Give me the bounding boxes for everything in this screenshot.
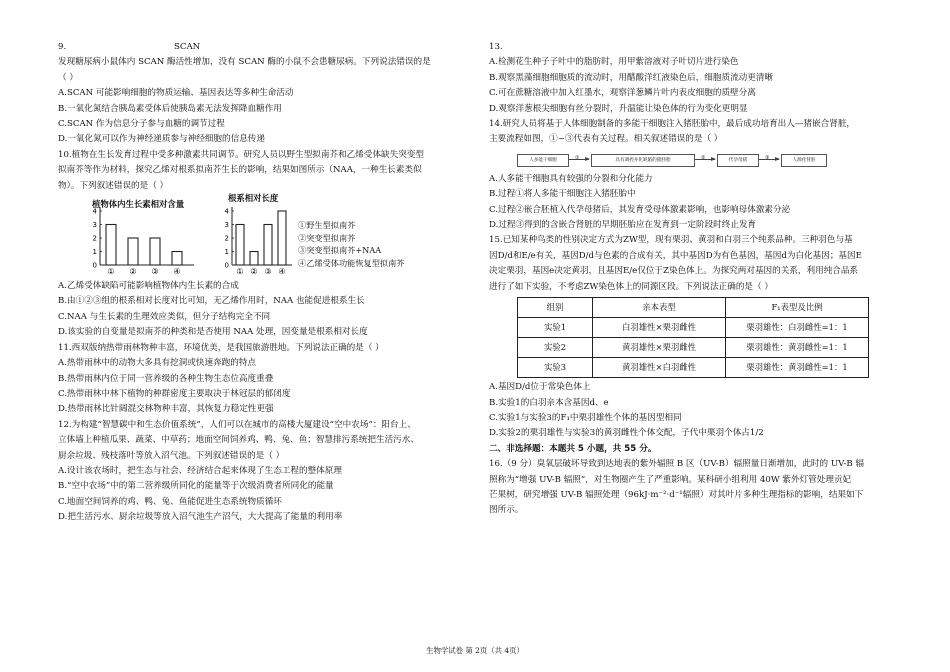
q11-option-c: C.热带雨林中林下植物的种群密度主要取决于林冠层的郁闭度: [58, 388, 291, 399]
legend-item: ④乙烯受体功能恢复型拟南芥: [298, 257, 405, 268]
q9-option-a: A.SCAN 可能影响细胞的物质运输、基因表达等多种生命活动: [58, 88, 294, 99]
q16-stem-2: 照称为“增强 UV-B 辐照”，对生物圈产生了严重影响。某科研小组利用 40W 紫外灯管处理贡妃: [489, 474, 852, 485]
y-tick-label: 0: [224, 261, 229, 270]
auxin-chart-title: 植物体内生长素相对含量: [92, 199, 185, 210]
flow-step-3: ③: [765, 154, 770, 161]
q15-stem-2: 因D/d和E/e有关，基因D/d与色素的合成有关，其中基因D为有色基因，基因d为白化基因；基因E: [489, 250, 862, 261]
y-tick-label: 3: [92, 221, 97, 230]
q12-option-d: D.把生活污水、厨余垃圾等放入沼气池生产沼气，大大提高了能量的利用率: [58, 512, 343, 523]
flow-box-stem-cells: 人多能干细胞: [517, 154, 569, 167]
bar: [278, 211, 286, 265]
q16-stem-4: 图所示。: [489, 505, 524, 516]
q14-option-d: D.过程③得到的含嵌合肾脏的早期胚胎应在发育到一定阶段时终止发育: [489, 220, 757, 231]
q13-option-d: D.观察洋葱根尖细胞有丝分裂时，升温能让染色体的行为变化更明显: [489, 103, 748, 114]
q11-option-d: D.热带雨林比针阔混交林物种丰富，其恢复力稳定性更强: [58, 404, 274, 415]
q14-option-b: B.过程①将人多能干细胞注入猪胚胎中: [489, 189, 636, 200]
auxin-chart: [84, 197, 194, 277]
q11-option-a: A.热带雨林中的动物大多具有挖洞或快速奔跑的特点: [58, 358, 257, 369]
page-footer: 生物学试卷 第 2页（共 4页）: [426, 646, 524, 655]
q15-stem-4: 进行了如下实验，不考虑ZW染色体上的同源区段。下列说法正确的是（ ）: [489, 281, 773, 292]
q9-label: SCAN: [174, 42, 201, 52]
q15-table: [517, 297, 869, 378]
q13-number: 13.: [489, 42, 503, 52]
table-cell: 栗羽雄性：黄羽雌性=1：1: [726, 358, 869, 378]
q12-option-c: C.地面空间饲养的鸡、鸭、兔、鱼能促进生态系统物质循环: [58, 496, 282, 507]
q10-option-a: A.乙烯受体缺陷可能影响植物体内生长素的合成: [58, 281, 239, 292]
table-cell: 实验3: [518, 358, 593, 378]
table-cell: 实验2: [518, 338, 593, 358]
root-length-chart-title: 根系相对长度: [228, 193, 279, 204]
bar: [250, 252, 258, 266]
q15-option-b: B.实验1的白羽亲本含基因d、e: [489, 397, 609, 408]
q12-stem-1: 12.为构建“智慧碳中和生态价值系统”，人们可以在城市的高楼大厦建设“空中农场”：阳台上、: [58, 419, 416, 430]
q10-option-c: C.NAA 与生长素的生理效应类似，但分子结构完全不同: [58, 311, 271, 322]
left-column: [58, 40, 468, 526]
y-tick-label: 1: [92, 248, 97, 257]
table-cell: 黄羽雄性×栗羽雌性: [593, 338, 726, 358]
q16-stem-1: 16.（9 分）臭氧层破坏导致到达地表的紫外辐照 B 区（UV-B）辐照量日渐增加，此时的 UV-B 辐: [489, 459, 865, 470]
x-tick-label: ②: [129, 267, 137, 277]
y-tick-label: 2: [92, 234, 97, 243]
y-tick-label: 1: [224, 248, 229, 257]
q12-option-a: A.设计该农场时，把生态与社会、经济结合起来体现了生态工程的整体原理: [58, 465, 342, 476]
q9-stem-1: 发现糖尿病小鼠体内 SCAN 酶活性增加，没有 SCAN 酶的小鼠不会患糖尿病。下列说法错误的是: [58, 57, 431, 68]
q12-option-b: B.“空中农场”中的第二营养级所同化的能量等于次级消费者所同化的能量: [58, 481, 334, 492]
flow-step-2: ②: [701, 154, 706, 161]
legend-item: ③突变型拟南芥+NAA: [298, 245, 382, 256]
root-length-chart: [218, 193, 298, 277]
bar: [172, 252, 182, 266]
table-cell: 白羽雄性×栗羽雌性: [593, 318, 726, 338]
flow-box-surrogate: 代孕母猪: [717, 154, 759, 167]
q10-stem-1: 10.植物在生长发育过程中受多种激素共同调节。研究人员以野生型拟南芥和乙烯受体缺失突变型: [58, 149, 425, 160]
q9-number: 9.: [58, 42, 67, 52]
q15-option-c: C.实验1与实验3的F₁中栗羽雄性个体的基因型相同: [489, 412, 682, 423]
bar: [236, 225, 244, 266]
q14-flowchart: [489, 151, 899, 170]
table-header: 亲本表型: [593, 298, 726, 318]
section-heading: 二、非选择题：本题共 5 小题，共 55 分。: [489, 443, 657, 454]
q16-stem-3: 芒果树，研究增强 UV-B 辐照处理（96kJ·m⁻²·d⁻¹辐照）对其叶片多种生理指标的影响，结果如下: [489, 489, 864, 500]
root-length-chart-plot: [218, 197, 298, 277]
q10-stem-3: 物）。下列叙述错误的是（ ）: [58, 180, 169, 191]
bar: [150, 238, 160, 265]
bar: [128, 238, 138, 265]
q9-option-c: C.SCAN 作为信息分子参与血糖的调节过程: [58, 119, 225, 130]
q15-stem-3: 决定栗羽，基因e决定黄羽，且基因E/e仅位于Z染色体上。为探究两对基因的关系，利用纯合品系: [489, 266, 859, 277]
x-tick-label: ④: [278, 267, 286, 277]
x-tick-label: ②: [250, 267, 258, 277]
flow-step-1: ①: [575, 154, 580, 161]
q13-option-b: B.观察黑藻细胞细胞质的流动时，用醋酸洋红液染色后，细胞质流动更清晰: [489, 72, 774, 83]
right-column: [489, 40, 899, 519]
table-header: 组别: [518, 298, 593, 318]
q10-figure: [58, 193, 468, 277]
x-tick-label: ③: [264, 267, 272, 277]
table-cell: 实验1: [518, 318, 593, 338]
q11-stem: 11.西双版纳热带雨林物种丰富，环境优美，是我国旅游胜地。下列说法正确的是（ ）: [58, 342, 384, 353]
y-tick-label: 0: [92, 261, 97, 270]
q9-option-b: B.一氧化氮结合胰岛素受体后使胰岛素无法发挥降血糖作用: [58, 103, 282, 114]
legend-item: ①野生型拟南芥: [298, 220, 356, 231]
q10-option-b: B.由①②③组的根系相对长度对比可知，无乙烯作用时，NAA 也能促进根系生长: [58, 296, 365, 307]
q9-option-d: D.一氧化氮可以作为神经递质参与神经细胞的信息传递: [58, 134, 265, 145]
q9-stem-2: （ ）: [58, 72, 78, 83]
q13-option-c: C.可在蔗糖溶液中加入红墨水，观察洋葱鳞片叶内表皮细胞的质壁分离: [489, 88, 756, 99]
x-tick-label: ①: [107, 267, 115, 277]
flow-box-kidney: 人源化肾脏: [781, 154, 827, 167]
q14-option-a: A.人多能干细胞具有较强的分裂和分化能力: [489, 173, 653, 184]
q10-option-d: D.该实验的自变量是拟南芥的种类和是否使用 NAA 处理，因变量是根系相对长度: [58, 327, 368, 338]
y-tick-label: 3: [224, 221, 229, 230]
bar: [106, 225, 116, 266]
table-row: [518, 358, 869, 378]
q12-stem-3: 厨余垃圾、残枝落叶等放入沼气池。下列叙述错误的是（ ）: [58, 450, 285, 461]
x-tick-label: ③: [151, 267, 159, 277]
chart-legend: [298, 219, 404, 269]
table-cell: 栗羽雄性：白羽雌性=1：1: [726, 318, 869, 338]
x-tick-label: ④: [173, 267, 181, 277]
x-tick-label: ①: [236, 267, 244, 277]
auxin-chart-plot: [84, 197, 194, 277]
flow-box-pig-embryo: 具有调控并化缺陷的猪胚胎: [591, 154, 695, 167]
q15-option-d: D.实验2的栗羽雄性与实验3的黄羽雌性个体交配，子代中栗羽个体占1/2: [489, 428, 764, 439]
legend-item: ②突变型拟南芥: [298, 232, 356, 243]
q14-option-c: C.过程②嵌合胚植入代孕母猪后，其发育受母体激素影响，也影响母体激素分泌: [489, 204, 791, 215]
q15-option-a: A.基因D/d位于常染色体上: [489, 382, 591, 393]
q13-option-a: A.检测花生种子子叶中的脂肪时，用甲紫溶液对子叶切片进行染色: [489, 57, 739, 68]
table-cell: 栗羽雄性：黄羽雌性=1：1: [726, 338, 869, 358]
q14-stem-2: 主要流程如图，①~③代表有关过程。相关叙述错误的是（ ）: [489, 134, 723, 145]
q9-number-line: [58, 40, 468, 55]
table-header: F₁表型及比例: [726, 298, 869, 318]
y-tick-label: 4: [92, 207, 97, 216]
q15-stem-1: 15.已知某种鸟类的性别决定方式为ZW型，现有栗羽、黄羽和白羽三个纯系品种。三种羽色与基: [489, 235, 853, 246]
y-tick-label: 4: [224, 207, 229, 216]
q11-option-b: B.热带雨林内位于同一营养级的各种生物生态位高度重叠: [58, 373, 274, 384]
q14-stem-1: 14.研究人员将基于人体细胞制备的多能干细胞注入猪胚胎中，最后成功培育出人—猪嵌合肾脏，: [489, 119, 856, 130]
q10-stem-2: 拟南芥等作为材料，探究乙烯对根系拟南芥生长的影响，结果如图所示（NAA，一种生长素类似: [58, 165, 422, 176]
bar: [264, 225, 272, 266]
table-row: [518, 318, 869, 338]
y-tick-label: 2: [224, 234, 229, 243]
q12-stem-2: 立体墙上种植瓜果、蔬菜、中草药；地面空间饲养鸡、鸭、兔、鱼；智慧排污系统把生活污水、: [58, 435, 419, 446]
table-header-row: [518, 298, 869, 318]
table-cell: 黄羽雄性×白羽雌性: [593, 358, 726, 378]
table-row: [518, 338, 869, 358]
